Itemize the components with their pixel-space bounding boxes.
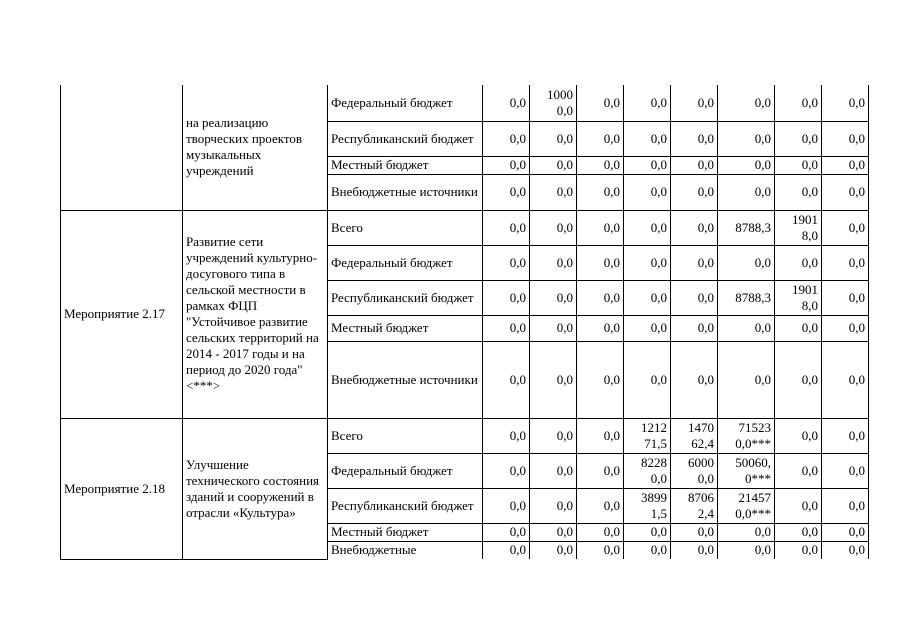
value-cell: 0,0 xyxy=(577,121,624,156)
value-cell: 0,0 xyxy=(483,174,530,210)
value-cell: 1212 71,5 xyxy=(624,418,671,453)
value-cell: 0,0 xyxy=(671,174,718,210)
value-cell: 0,0 xyxy=(822,453,869,488)
activity-name-cell: Развитие сети учреждений культурно-досугового типа в сельской местности в рамках ФЦП "Устойчивое развитие сельских территорий на 2014 - 2017 годы и на период до 2020 года" <***> xyxy=(183,210,328,418)
value-cell: 0,0 xyxy=(577,523,624,541)
value-cell: 8788,3 xyxy=(718,210,775,245)
table-row xyxy=(61,418,869,453)
value-cell: 0,0 xyxy=(530,315,577,341)
value-cell: 0,0 xyxy=(624,341,671,418)
value-cell: 0,0 xyxy=(530,523,577,541)
value-cell: 0,0 xyxy=(577,85,624,121)
value-cell: 50060, 0*** xyxy=(718,453,775,488)
funding-source-cell: Федеральный бюджет xyxy=(328,453,483,488)
value-cell: 0,0 xyxy=(671,156,718,174)
value-cell: 0,0 xyxy=(671,121,718,156)
value-cell: 0,0 xyxy=(718,315,775,341)
value-cell: 0,0 xyxy=(775,156,822,174)
value-cell: 0,0 xyxy=(718,174,775,210)
funding-source-cell: Внебюджетные источники xyxy=(328,341,483,418)
value-cell: 0,0 xyxy=(530,418,577,453)
activity-name-cell: на реализацию творческих проектов музыкальных учреждений xyxy=(183,85,328,210)
value-cell: 0,0 xyxy=(530,245,577,280)
table-row xyxy=(61,85,869,121)
value-cell: 0,0 xyxy=(718,523,775,541)
value-cell: 0,0 xyxy=(624,280,671,315)
value-cell: 0,0 xyxy=(775,541,822,559)
value-cell: 0,0 xyxy=(483,210,530,245)
funding-source-cell: Федеральный бюджет xyxy=(328,85,483,121)
value-cell: 0,0 xyxy=(577,280,624,315)
value-cell: 0,0 xyxy=(577,453,624,488)
value-cell: 0,0 xyxy=(671,541,718,559)
value-cell: 8788,3 xyxy=(718,280,775,315)
value-cell: 0,0 xyxy=(718,245,775,280)
value-cell: 0,0 xyxy=(530,210,577,245)
budget-table xyxy=(60,85,869,560)
value-cell: 0,0 xyxy=(822,85,869,121)
value-cell: 0,0 xyxy=(624,121,671,156)
value-cell: 0,0 xyxy=(483,121,530,156)
value-cell: 0,0 xyxy=(822,541,869,559)
value-cell: 0,0 xyxy=(483,156,530,174)
value-cell: 0,0 xyxy=(671,341,718,418)
value-cell: 0,0 xyxy=(624,85,671,121)
value-cell: 8228 0,0 xyxy=(624,453,671,488)
value-cell: 0,0 xyxy=(577,315,624,341)
value-cell: 0,0 xyxy=(822,245,869,280)
value-cell: 0,0 xyxy=(577,156,624,174)
value-cell: 0,0 xyxy=(483,523,530,541)
value-cell: 1901 8,0 xyxy=(775,280,822,315)
value-cell: 0,0 xyxy=(624,541,671,559)
value-cell: 0,0 xyxy=(822,174,869,210)
value-cell: 0,0 xyxy=(577,210,624,245)
value-cell: 0,0 xyxy=(775,245,822,280)
value-cell: 0,0 xyxy=(624,210,671,245)
value-cell: 0,0 xyxy=(483,418,530,453)
value-cell: 0,0 xyxy=(775,418,822,453)
value-cell: 0,0 xyxy=(822,156,869,174)
value-cell: 0,0 xyxy=(577,488,624,523)
value-cell: 0,0 xyxy=(671,315,718,341)
value-cell: 0,0 xyxy=(671,85,718,121)
value-cell: 0,0 xyxy=(483,245,530,280)
value-cell: 0,0 xyxy=(718,156,775,174)
value-cell: 0,0 xyxy=(775,341,822,418)
budget-table-body xyxy=(61,85,869,559)
value-cell: 0,0 xyxy=(822,315,869,341)
funding-source-cell: Местный бюджет xyxy=(328,523,483,541)
funding-source-cell: Республиканский бюджет xyxy=(328,121,483,156)
value-cell: 0,0 xyxy=(530,156,577,174)
value-cell: 0,0 xyxy=(624,245,671,280)
value-cell: 0,0 xyxy=(822,280,869,315)
funding-source-cell: Внебюджетные xyxy=(328,541,483,559)
value-cell: 0,0 xyxy=(822,523,869,541)
funding-source-cell: Республиканский бюджет xyxy=(328,488,483,523)
value-cell: 0,0 xyxy=(775,174,822,210)
value-cell: 0,0 xyxy=(483,341,530,418)
activity-cell xyxy=(61,85,183,210)
value-cell: 0,0 xyxy=(577,245,624,280)
value-cell: 0,0 xyxy=(624,523,671,541)
value-cell: 0,0 xyxy=(624,315,671,341)
value-cell: 0,0 xyxy=(530,121,577,156)
funding-source-cell: Внебюджетные источники xyxy=(328,174,483,210)
value-cell: 0,0 xyxy=(624,174,671,210)
value-cell: 3899 1,5 xyxy=(624,488,671,523)
value-cell: 0,0 xyxy=(577,341,624,418)
value-cell: 0,0 xyxy=(530,174,577,210)
funding-source-cell: Местный бюджет xyxy=(328,315,483,341)
value-cell: 0,0 xyxy=(822,488,869,523)
value-cell: 0,0 xyxy=(483,541,530,559)
value-cell: 0,0 xyxy=(530,341,577,418)
table-row xyxy=(61,210,869,245)
funding-source-cell: Всего xyxy=(328,418,483,453)
value-cell: 0,0 xyxy=(483,315,530,341)
value-cell: 0,0 xyxy=(775,488,822,523)
value-cell: 0,0 xyxy=(671,210,718,245)
value-cell: 0,0 xyxy=(530,488,577,523)
value-cell: 0,0 xyxy=(671,280,718,315)
value-cell: 0,0 xyxy=(671,523,718,541)
value-cell: 0,0 xyxy=(577,418,624,453)
value-cell: 0,0 xyxy=(577,174,624,210)
activity-cell: Мероприятие 2.18 xyxy=(61,418,183,559)
value-cell: 0,0 xyxy=(718,85,775,121)
value-cell: 71523 0,0*** xyxy=(718,418,775,453)
funding-source-cell: Всего xyxy=(328,210,483,245)
value-cell: 8706 2,4 xyxy=(671,488,718,523)
value-cell: 0,0 xyxy=(530,453,577,488)
value-cell: 0,0 xyxy=(822,210,869,245)
funding-source-cell: Федеральный бюджет xyxy=(328,245,483,280)
activity-cell: Мероприятие 2.17 xyxy=(61,210,183,418)
value-cell: 21457 0,0*** xyxy=(718,488,775,523)
value-cell: 0,0 xyxy=(483,280,530,315)
value-cell: 0,0 xyxy=(718,541,775,559)
value-cell: 0,0 xyxy=(483,453,530,488)
value-cell: 0,0 xyxy=(483,85,530,121)
value-cell: 0,0 xyxy=(775,85,822,121)
value-cell: 0,0 xyxy=(577,541,624,559)
value-cell: 1000 0,0 xyxy=(530,85,577,121)
value-cell: 0,0 xyxy=(775,453,822,488)
value-cell: 0,0 xyxy=(718,341,775,418)
value-cell: 0,0 xyxy=(718,121,775,156)
value-cell: 0,0 xyxy=(822,341,869,418)
value-cell: 0,0 xyxy=(530,280,577,315)
value-cell: 0,0 xyxy=(822,418,869,453)
value-cell: 1901 8,0 xyxy=(775,210,822,245)
value-cell: 0,0 xyxy=(822,121,869,156)
value-cell: 0,0 xyxy=(775,523,822,541)
value-cell: 1470 62,4 xyxy=(671,418,718,453)
value-cell: 0,0 xyxy=(775,315,822,341)
value-cell: 0,0 xyxy=(624,156,671,174)
value-cell: 0,0 xyxy=(530,541,577,559)
value-cell: 0,0 xyxy=(775,121,822,156)
value-cell: 0,0 xyxy=(483,488,530,523)
activity-name-cell: Улучшение технического состояния зданий и сооружений в отрасли «Культура» xyxy=(183,418,328,559)
funding-source-cell: Местный бюджет xyxy=(328,156,483,174)
funding-source-cell: Республиканский бюджет xyxy=(328,280,483,315)
value-cell: 6000 0,0 xyxy=(671,453,718,488)
value-cell: 0,0 xyxy=(671,245,718,280)
